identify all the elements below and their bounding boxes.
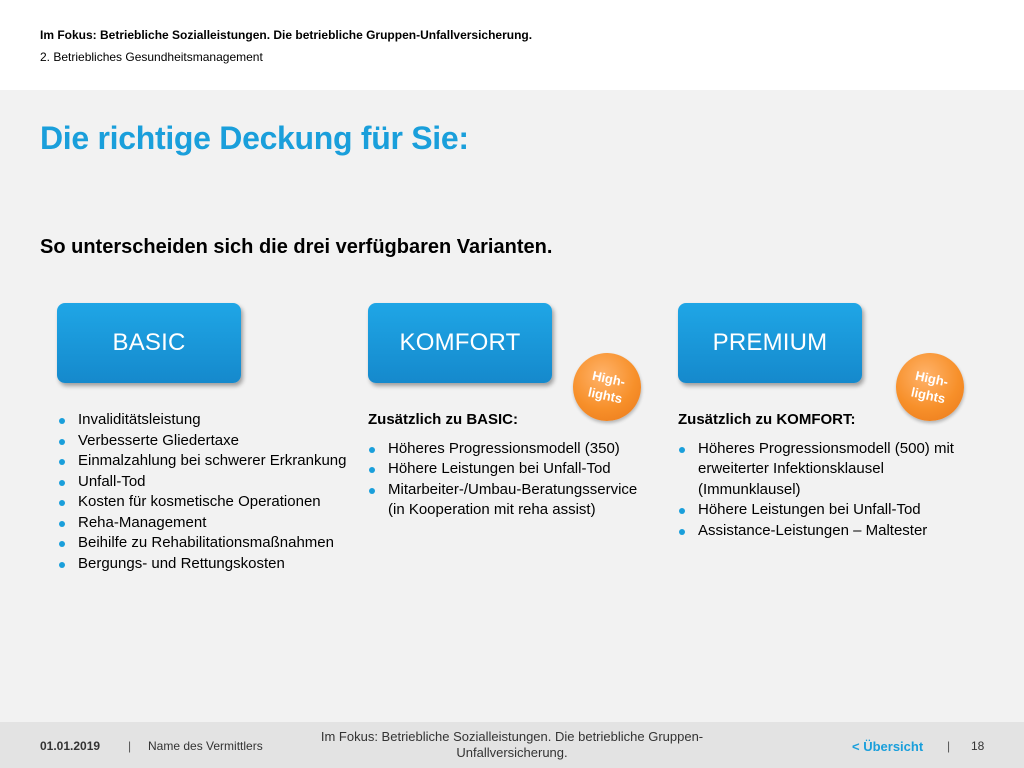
list-item: Höhere Leistungen bei Unfall-Tod — [368, 459, 658, 480]
list-item: Invaliditätsleistung — [58, 410, 363, 431]
variant-basic-box: BASIC — [57, 303, 241, 383]
section-subtitle: So unterscheiden sich die drei verfügbaren Varianten. — [40, 236, 553, 258]
komfort-heading: Zusätzlich zu BASIC: — [368, 411, 519, 428]
basic-column — [58, 410, 363, 574]
list-item: Beihilfe zu Rehabilitationsmaßnahmen — [58, 533, 363, 554]
badge-line2: lights — [586, 384, 624, 407]
page-number: 18 — [971, 739, 985, 753]
footer-separator: | — [947, 739, 951, 753]
komfort-list — [368, 439, 658, 521]
header-subtitle: 2. Betriebliches Gesundheitsmanagement — [40, 50, 263, 64]
footer-broker-name: Name des Vermittlers — [148, 739, 263, 753]
list-item: Höhere Leistungen bei Unfall-Tod — [678, 500, 978, 521]
list-item: Reha-Management — [58, 513, 363, 534]
list-item: Assistance-Leistungen – Maltester — [678, 521, 978, 542]
footer-bar — [0, 722, 1024, 768]
badge-line2: lights — [909, 384, 947, 407]
premium-list — [678, 439, 978, 542]
overview-link[interactable]: < Übersicht — [852, 739, 924, 754]
footer-separator: | — [128, 739, 132, 753]
list-item: Höheres Progressionsmodell (350) — [368, 439, 658, 460]
header-bar — [0, 0, 1024, 90]
variant-premium-box: PREMIUM — [678, 303, 862, 383]
basic-list — [58, 410, 363, 574]
header-title: Im Fokus: Betriebliche Sozialleistungen. Die betriebliche Gruppen-Unfallversicherung. — [40, 28, 533, 42]
badge-line1: High- — [590, 367, 627, 390]
premium-column — [678, 410, 978, 541]
list-item: Höheres Progressionsmodell (500) mit erweiterter Infektionsklausel (Immunklausel) — [678, 439, 978, 501]
list-item: Bergungs- und Rettungskosten — [58, 554, 363, 575]
page-title: Die richtige Deckung für Sie: — [40, 120, 469, 156]
list-item: Einmalzahlung bei schwerer Erkrankung — [58, 451, 363, 472]
footer-center-text: Im Fokus: Betriebliche Sozialleistungen. Die betriebliche Gruppen-Unfallversicherung. — [320, 729, 704, 760]
footer-date: 01.01.2019 — [40, 739, 101, 753]
premium-heading: Zusätzlich zu KOMFORT: — [678, 411, 856, 428]
badge-line1: High- — [913, 367, 950, 390]
list-item: Verbesserte Gliedertaxe — [58, 431, 363, 452]
list-item: Unfall-Tod — [58, 472, 363, 493]
variant-komfort-box: KOMFORT — [368, 303, 552, 383]
list-item: Mitarbeiter-/Umbau-Beratungsservice (in Kooperation mit reha assist) — [368, 480, 658, 521]
komfort-column — [368, 410, 658, 521]
list-item: Kosten für kosmetische Operationen — [58, 492, 363, 513]
